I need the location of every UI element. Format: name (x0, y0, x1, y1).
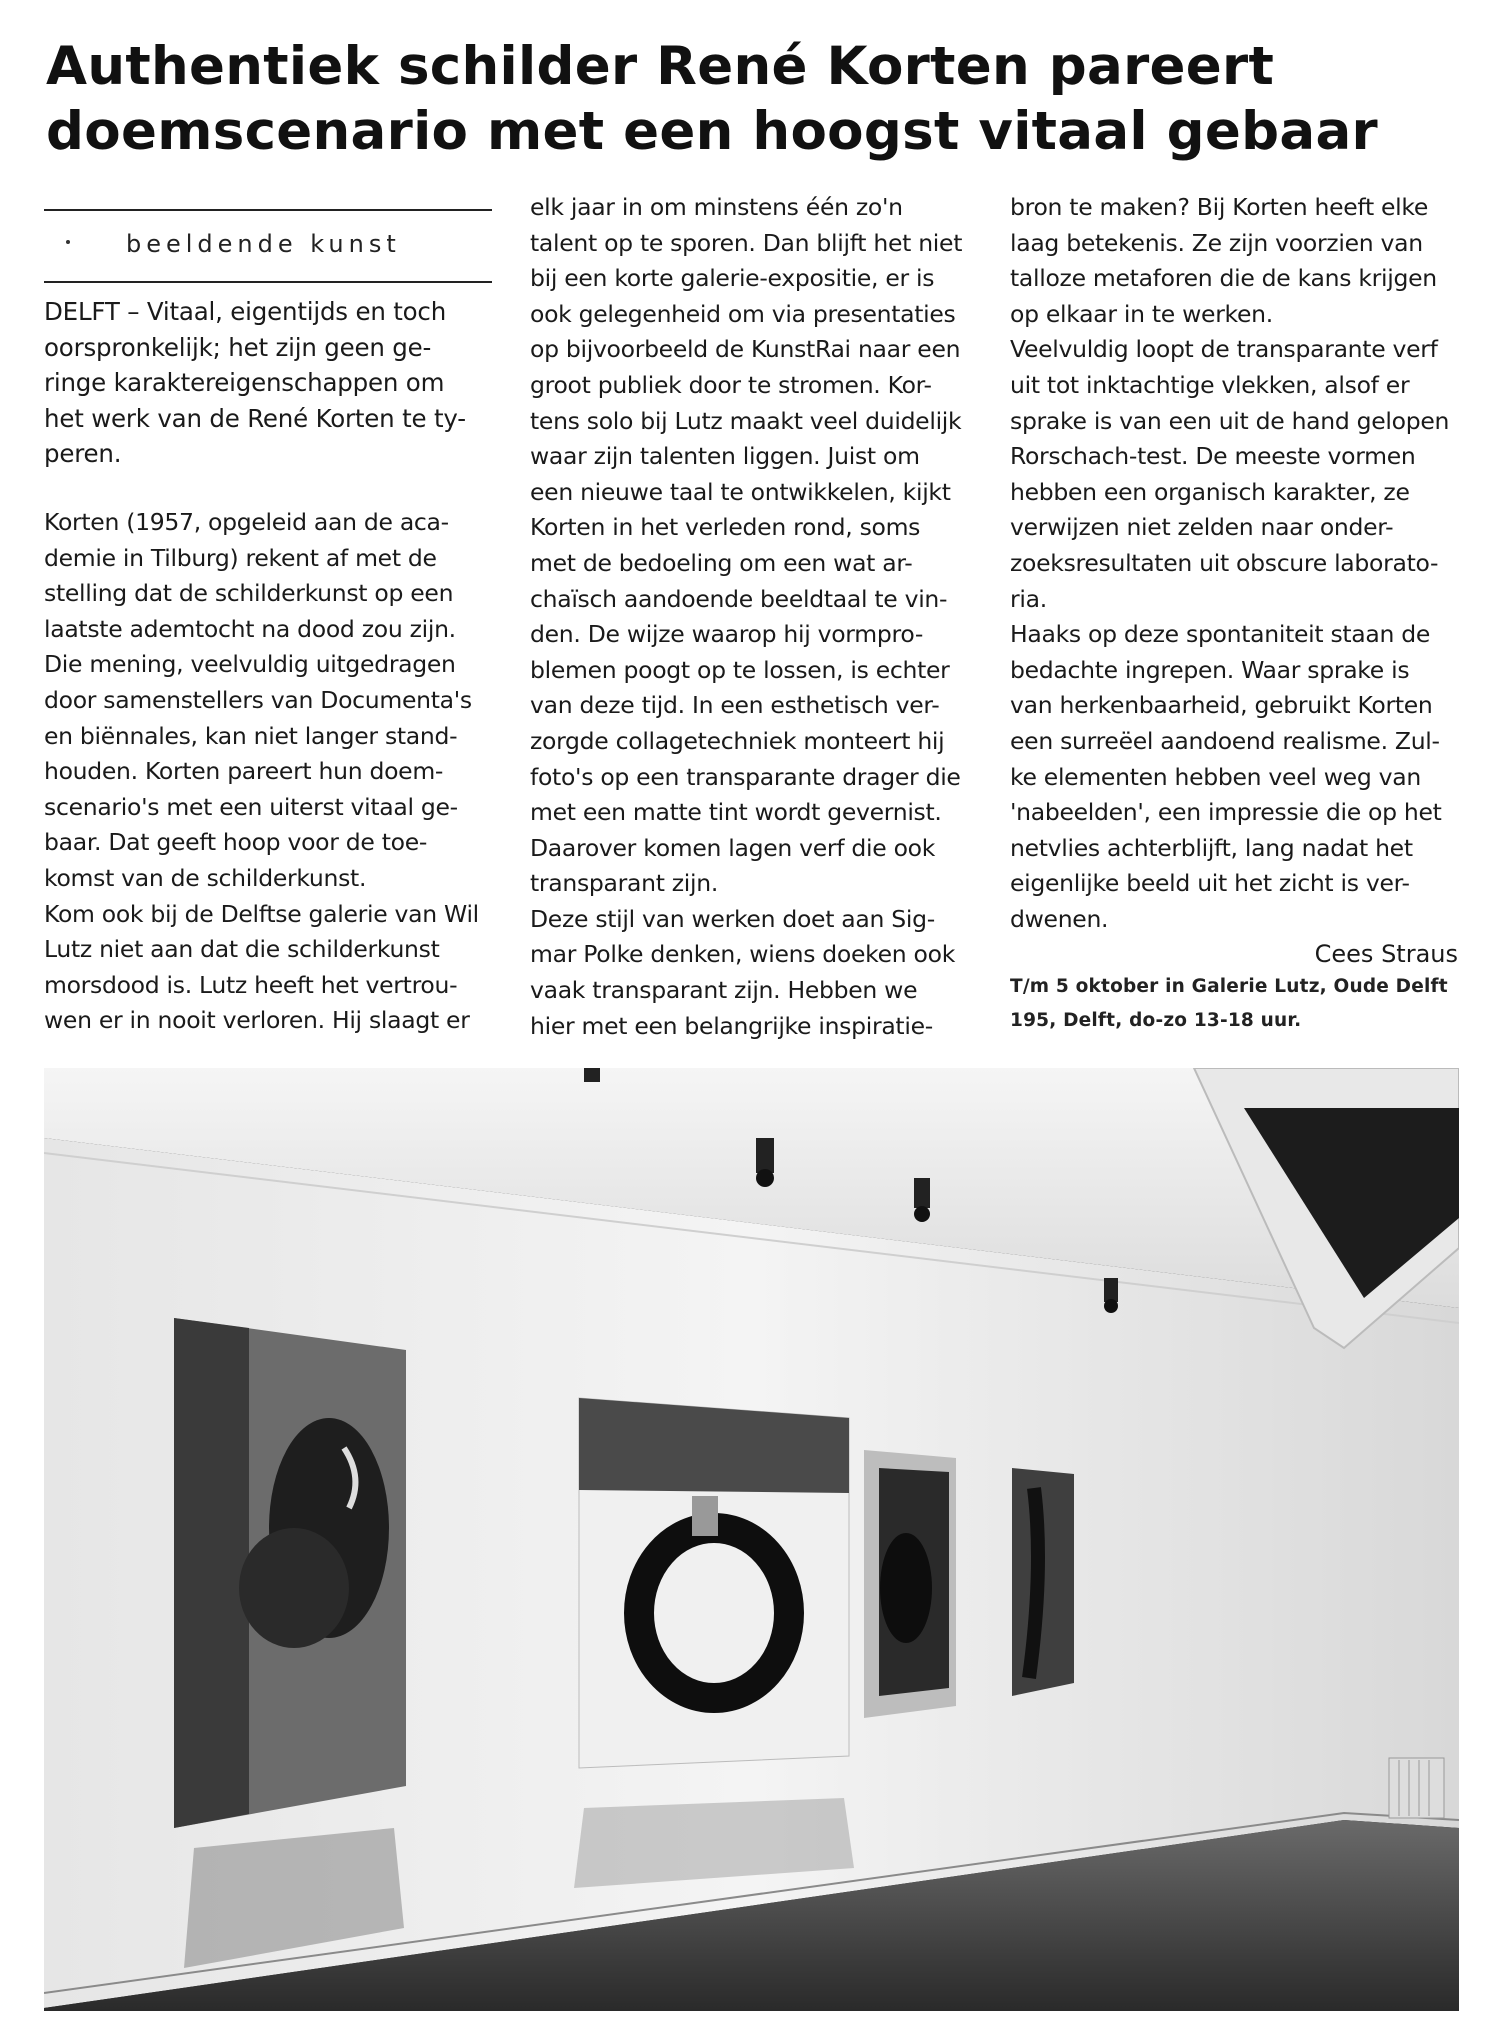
body-line: een nieuwe taal te ontwikkelen, kijkt (530, 477, 951, 506)
lead-line: ringe karaktereigenschappen om (44, 368, 445, 398)
body-line: bedachte ingrepen. Waar sprake is (1010, 655, 1410, 684)
body-line: demie in Tilburg) rekent af met de (44, 543, 437, 572)
body-line: laatste ademtocht na dood zou zijn. (44, 614, 456, 643)
body-line: foto's op een transparante drager die (530, 762, 961, 791)
body-line: ria. (1010, 584, 1047, 613)
body-line: waar zijn talenten liggen. Juist om (530, 442, 920, 471)
body-line: zoeksresultaten uit obscure laborato- (1010, 548, 1439, 577)
body-line: en biënnales, kan niet langer stand- (44, 721, 458, 750)
headline-line-1: Authentiek schilder René Korten pareert (46, 36, 1275, 97)
body-line: Veelvuldig loopt de transparante verf (1010, 335, 1438, 364)
body-line: elk jaar in om minstens één zo'n (530, 193, 903, 221)
body-line: Deze stijl van werken doet aan Sig- (530, 904, 935, 933)
headline (46, 34, 1466, 164)
body-line: uit tot inktachtige vlekken, alsof er (1010, 370, 1410, 399)
body-line: tens solo bij Lutz maakt veel duidelijk (530, 406, 962, 435)
exhibition-info-line: T/m 5 oktober in Galerie Lutz, Oude Delft (1010, 976, 1448, 997)
column-1 (44, 294, 494, 1039)
body-line: Daarover komen lagen verf die ook (530, 833, 936, 862)
lead-line: het werk van de René Korten te ty- (44, 403, 466, 433)
body-line: door samenstellers van Documenta's (44, 685, 472, 714)
body-line: zorgde collagetechniek monteert hij (530, 726, 945, 755)
body-line: transparant zijn. (530, 869, 719, 898)
lead-line: oorspronkelijk; het zijn geen ge- (44, 332, 432, 362)
body-line: Korten in het verleden rond, soms (530, 513, 921, 542)
spotlight-icon (1104, 1278, 1118, 1313)
body-line: groot publiek door te stromen. Kor- (530, 370, 932, 399)
body-line: sprake is van een uit de hand gelopen (1010, 406, 1450, 435)
body-line: 'nabeelden', een impressie die op het (1010, 798, 1442, 827)
body-line: met een matte tint wordt gevernist. (530, 798, 942, 827)
body-line: baar. Dat geeft hoop voor de toe- (44, 828, 428, 857)
body-line: op bijvoorbeeld de KunstRai naar een (530, 335, 961, 364)
gallery-photo (44, 1068, 1459, 2011)
body-line: talent op te sporen. Dan blijft het niet (530, 228, 963, 257)
body-line: blemen poogt op te lossen, is echter (530, 655, 950, 684)
spotlight-icon (914, 1178, 930, 1222)
body-line: Korten (1957, opgeleid aan de aca- (44, 507, 449, 536)
body-line: Lutz niet aan dat die schilderkunst (44, 935, 440, 964)
body-line: komst van de schilderkunst. (44, 863, 367, 892)
body-line: laag betekenis. Ze zijn voorzien van (1010, 228, 1423, 257)
body-line: morsdood is. Lutz heeft het vertrou- (44, 970, 458, 999)
painting-3 (864, 1450, 956, 1718)
exhibition-info (1010, 970, 1470, 1038)
body-line: Die mening, veelvuldig uitgedragen (44, 650, 456, 679)
body-line: wen er in nooit verloren. Hij slaagt er (44, 1006, 470, 1035)
spotlight-icon (756, 1138, 774, 1187)
body-line: ke elementen hebben veel weg van (1010, 762, 1421, 791)
exhibition-info-line: 195, Delft, do-zo 13-18 uur. (1010, 1010, 1302, 1031)
body-line: een surreëel aandoend realisme. Zul- (1010, 726, 1440, 755)
body-line: bij een korte galerie-expositie, er is (530, 264, 935, 293)
lead-line: DELFT – Vitaal, eigentijds en toch (44, 297, 447, 326)
painting-4 (1012, 1468, 1074, 1696)
body-line: verwijzen niet zelden naar onder- (1010, 513, 1394, 542)
rubric-bullet-icon (66, 240, 70, 244)
body-paragraph (44, 505, 494, 1039)
body-line: hier met een belangrijke inspiratie- (530, 1011, 933, 1040)
body-line: mar Polke denken, wiens doeken ook (530, 940, 956, 969)
body-line: dwenen. (1010, 904, 1109, 933)
rubric-rule-bottom (44, 281, 492, 283)
body-line: chaïsch aandoende beeldtaal te vin- (530, 584, 948, 613)
gallery-photo-illustration (44, 1068, 1459, 2011)
rubric-rule-top (44, 209, 492, 211)
rubric-label: beeldende kunst (126, 230, 401, 258)
body-line: op elkaar in te werken. (1010, 299, 1273, 328)
body-line: netvlies achterblijft, lang nadat het (1010, 833, 1413, 862)
body-line: vaak transparant zijn. Hebben we (530, 976, 918, 1005)
body-line: Haaks op deze spontaniteit staan de (1010, 620, 1431, 649)
body-line: met de bedoeling om een wat ar- (530, 548, 913, 577)
body-line: van herkenbaarheid, gebruikt Korten (1010, 691, 1433, 720)
column-2 (530, 190, 985, 1044)
body-line: van deze tijd. In een esthetisch ver- (530, 691, 940, 720)
body-line: bron te maken? Bij Korten heeft elke (1010, 193, 1429, 221)
radiator (1389, 1758, 1444, 1818)
lead-paragraph (44, 294, 494, 472)
body-line: hebben een organisch karakter, ze (1010, 477, 1410, 506)
headline-line-2: doemscenario met een hoogst vitaal gebaar (46, 101, 1378, 162)
body-line: Kom ook bij de Delftse galerie van Wil (44, 899, 479, 928)
lead-line: peren. (44, 439, 122, 469)
body-line: houden. Korten pareert hun doem- (44, 757, 444, 786)
body-line: den. De wijze waarop hij vormpro- (530, 620, 924, 649)
author-byline: Cees Straus (1314, 940, 1458, 968)
body-line: stelling dat de schilderkunst op een (44, 579, 454, 608)
painting-1 (174, 1318, 406, 1828)
painting-2 (579, 1398, 849, 1768)
body-line: ook gelegenheid om via presentaties (530, 299, 956, 328)
column-3 (1010, 190, 1460, 937)
body-line: eigenlijke beeld uit het zicht is ver- (1010, 869, 1410, 898)
body-line: talloze metaforen die de kans krijgen (1010, 264, 1437, 293)
spotlight-icon (584, 1068, 600, 1082)
body-line: Rorschach-test. De meeste vormen (1010, 442, 1416, 471)
body-line: scenario's met een uiterst vitaal ge- (44, 792, 458, 821)
